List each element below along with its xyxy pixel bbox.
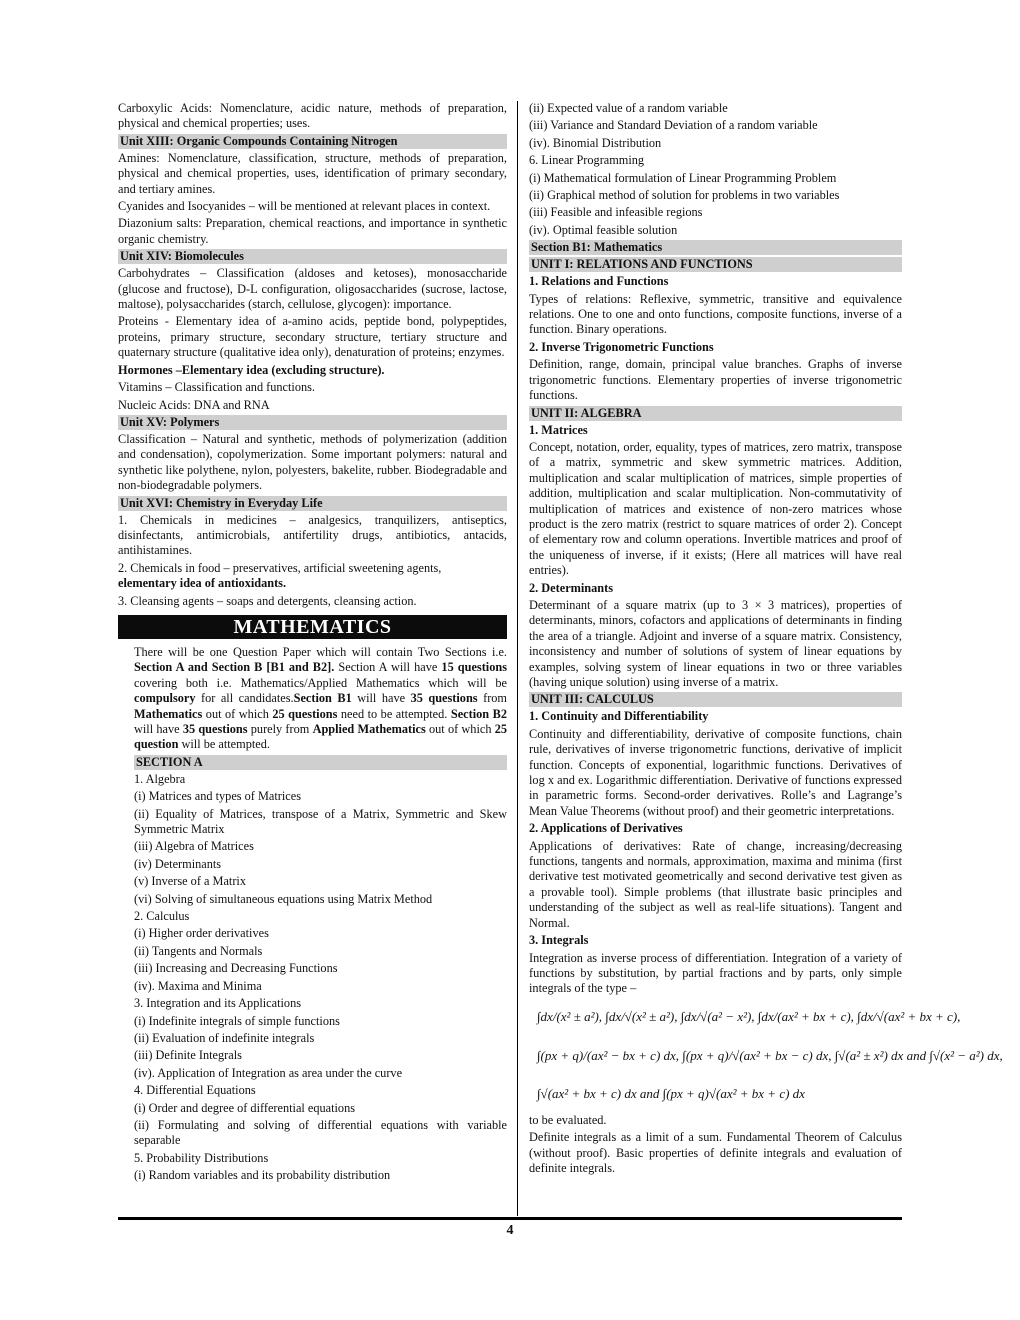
list-item: 3. Integration and its Applications — [134, 996, 302, 1011]
determinants-title: 2. Determinants — [529, 580, 614, 595]
list-item: (i) Matrices and types of Matrices — [134, 789, 301, 804]
definite-integrals-text: Definite integrals as a limit of a sum. Fundamental Theorem of Calculus (without proof). Basic properties of definite integrals and evaluation of definite integrals. — [529, 1130, 902, 1175]
continuity-text: Continuity and differentiability, derivative of composite functions, chain rule, derivatives of inverse trigonometric functions, derivative of implicit function. Concepts of exponential, logarithmic functions. Derivatives of log x and ex. Logarithmic differentiation. Derivative of functions expressed in parametric forms. Second-order derivatives. Rolle’s and Lagrange’s Mean Value Theorems (without proof) and their geometric interpretations. — [529, 726, 902, 818]
applications-title: 2. Applications of Derivatives — [529, 821, 683, 836]
integrals-title: 3. Integrals — [529, 933, 589, 948]
intro-b1: Section A and Section B [B1 and B2]. — [134, 660, 335, 675]
proteins-text: Proteins - Elementary idea of a-amino acids, peptide bond, polypeptides, proteins, primary structure, secondary structure, tertiary structure and quaternary structure (qualitative idea only), denaturation of proteins; enzymes. — [118, 314, 507, 360]
intro-t11: out of which — [425, 722, 495, 736]
unit-15-heading: Unit XV: Polymers — [118, 415, 507, 430]
diazonium-text: Diazonium salts: Preparation, chemical reactions, and importance in synthetic organic chemistry. — [118, 216, 507, 246]
list-item: 2. Calculus — [134, 909, 190, 924]
unit-2-heading: UNIT II: ALGEBRA — [529, 406, 902, 421]
list-item: (ii) Tangents and Normals — [134, 943, 263, 958]
probability-list — [529, 101, 902, 238]
relations-text: Types of relations: Reflexive, symmetric, transitive and equivalence relations. One to one and onto functions, composite functions, inverse of a function. Binary operations. — [529, 291, 902, 337]
unit-13-heading: Unit XIII: Organic Compounds Containing Nitrogen — [118, 134, 507, 149]
page-number: 4 — [506, 1223, 514, 1238]
to-be-evaluated-text: to be evaluated. — [529, 1112, 607, 1127]
relations-title: 1. Relations and Functions — [529, 274, 669, 289]
intro-t8: need to be attempted. — [337, 706, 451, 721]
right-column — [529, 101, 1003, 1178]
list-item: (vi) Solving of simultaneous equations using Matrix Method — [134, 891, 433, 906]
list-item: 4. Differential Equations — [134, 1083, 256, 1098]
list-item: (i) Indefinite integrals of simple functions — [134, 1013, 340, 1028]
section-a-list — [134, 772, 507, 1184]
inverse-trig-text: Definition, range, domain, principal value branches. Graphs of inverse trigonometric functions. Elementary properties of inverse trigonometric functions. — [529, 357, 902, 403]
integral-formula-line-1: ∫dx/(x² ± a²), ∫dx/√(x² ± a²), ∫dx/√(a² − x²), ∫dx/(ax² + bx + c), ∫dx/√(ax² + bx + c), — [537, 1008, 961, 1024]
math-intro-block — [118, 645, 507, 1184]
chemicals-food-part1: 2. Chemicals in food – preservatives, artificial sweetening agents, — [118, 560, 442, 575]
unit-14-heading: Unit XIV: Biomolecules — [118, 249, 507, 264]
list-item: (iii) Increasing and Decreasing Functions — [134, 961, 338, 976]
list-item: (iii) Variance and Standard Deviation of a random variable — [529, 118, 818, 133]
intro-t1: There will be one Question Paper which will contain Two Sections i.e. — [134, 644, 507, 659]
polymers-text: Classification – Natural and synthetic, methods of polymerization (addition and condensation), copolymerization. Some important polymers: natural and synthetic like polythene, nylon, polyesters, bakelite, rubber. Biodegradable and non-biodegradable polymers. — [118, 431, 507, 493]
list-item: 1. Algebra — [134, 771, 186, 786]
intro-b11: 25 question — [134, 722, 508, 752]
carboxylic-acids-text: Carboxylic Acids: Nomenclature, acidic nature, methods of preparation, physical and chemical properties; uses. — [118, 101, 507, 131]
intro-b7: 25 questions — [272, 706, 338, 721]
hormones-text: Hormones –Elementary idea (excluding structure). — [118, 362, 385, 377]
footer-rule — [118, 1217, 902, 1220]
chemicals-food-part2: elementary idea of antioxidants. — [118, 576, 287, 591]
list-item: (ii) Graphical method of solution for problems in two variables — [529, 188, 840, 203]
list-item: (iv). Optimal feasible solution — [529, 222, 678, 237]
list-item: (iii) Feasible and infeasible regions — [529, 205, 703, 220]
amines-text: Amines: Nomenclature, classification, structure, methods of preparation, physical and chemical properties, uses, identification of primary secondary, and tertiary amines. — [118, 150, 507, 196]
column-divider — [517, 101, 518, 1216]
intro-b8: Section B2 — [450, 706, 507, 721]
unit-3-heading: UNIT III: CALCULUS — [529, 692, 902, 707]
integral-formula-line-2: ∫(px + q)/(ax² − bx + c) dx, ∫(px + q)/√(ax² + bx − c) dx, ∫√(a² ± x²) dx and ∫√(x² − a²) dx, — [537, 1047, 1003, 1063]
unit-16-heading: Unit XVI: Chemistry in Everyday Life — [118, 496, 507, 511]
list-item: (iv). Application of Integration as area under the curve — [134, 1065, 403, 1080]
list-item: (ii) Expected value of a random variable — [529, 101, 728, 115]
list-item: (i) Order and degree of differential equations — [134, 1100, 356, 1115]
vitamins-text: Vitamins – Classification and functions. — [118, 380, 316, 395]
section-b1-heading: Section B1: Mathematics — [529, 240, 902, 255]
mathematics-banner: MATHEMATICS — [118, 615, 507, 639]
list-item: (ii) Equality of Matrices, transpose of a Matrix, Symmetric and Skew Symmetric Matrix — [134, 806, 507, 837]
section-a-heading: SECTION A — [134, 755, 507, 770]
inverse-trig-title: 2. Inverse Trigonometric Functions — [529, 339, 714, 354]
intro-b4: Section B1 — [293, 691, 352, 706]
intro-t2: Section A will have — [334, 660, 442, 675]
intro-t9: will have — [134, 722, 183, 736]
intro-t12: will be attempted. — [178, 737, 270, 752]
continuity-title: 1. Continuity and Differentiability — [529, 709, 709, 724]
applications-text: Applications of derivatives: Rate of change, increasing/decreasing functions, tangents and normals, approximation, maxima and minima (first derivative test motivated geometrically and second derivative test given as a provable tool). Simple problems (that illustrate basic principles and understanding of the subject as well as real-life situations). Tangent and Normal. — [529, 838, 902, 930]
list-item: (iv) Determinants — [134, 856, 222, 871]
intro-b5: 35 questions — [410, 691, 478, 706]
integral-formula-line-3: ∫√(ax² + bx + c) dx and ∫(px + q)√(ax² + bx + c) dx — [537, 1085, 805, 1101]
list-item: (ii) Formulating and solving of differential equations with variable separable — [134, 1117, 507, 1148]
intro-t3: covering both i.e. Mathematics/Applied Mathematics which will be — [134, 675, 507, 690]
chemicals-medicine-text: 1. Chemicals in medicines – analgesics, tranquilizers, antiseptics, disinfectants, antimicrobials, antifertility drugs, antibiotics, antacids, antihistamines. — [118, 512, 507, 558]
list-item: (iii) Definite Integrals — [134, 1048, 242, 1063]
list-item: (i) Mathematical formulation of Linear Programming Problem — [529, 170, 837, 185]
determinants-text: Determinant of a square matrix (up to 3 × 3 matrices), properties of determinants, minors, cofactors and applications of determinants in finding the area of a triangle. Adjoint and inverse of a square matrix. Consistency, inconsistency and number of solutions of system of linear equations by examples, solving system of linear equations in two or three variables (having unique solution) using inverse of a matrix. — [529, 597, 902, 689]
unit-1-heading: UNIT I: RELATIONS AND FUNCTIONS — [529, 257, 902, 272]
matrices-title: 1. Matrices — [529, 422, 588, 437]
list-item: (iv). Binomial Distribution — [529, 135, 662, 150]
list-item: (iii) Algebra of Matrices — [134, 839, 254, 854]
list-item: 5. Probability Distributions — [134, 1150, 269, 1165]
cleansing-agents-text: 3. Cleansing agents – soaps and detergents, cleansing action. — [118, 593, 417, 608]
list-item: (v) Inverse of a Matrix — [134, 874, 246, 889]
intro-t4: for all candidates. — [195, 691, 294, 706]
cyanides-text: Cyanides and Isocyanides – will be mentioned at relevant places in context. — [118, 199, 491, 214]
integrals-text: Integration as inverse process of differentiation. Integration of a variety of functions by substitution, by partial fractions and by parts, only simple integrals of the type – — [529, 950, 902, 996]
list-item: 6. Linear Programming — [529, 153, 645, 168]
list-item: (i) Higher order derivatives — [134, 926, 269, 941]
matrices-text: Concept, notation, order, equality, types of matrices, zero matrix, transpose of a matrix, symmetric and skew symmetric matrices. Addition, multiplication and scalar multiplication of matrices, simple properties of addition, multiplication and scalar multiplication. Non-commutativity of multiplication of matrices and existence of non-zero matrices whose product is the zero matrix (restrict to square matrices of order 2). Concept of elementary row and column operations. Invertible matrices and proof of the uniqueness of inverse, if it exists; (Here all matrices will have real entries). — [529, 439, 902, 578]
list-item: (ii) Evaluation of indefinite integrals — [134, 1030, 315, 1045]
carbohydrates-text: Carbohydrates – Classification (aldoses and ketoses), monosaccharide (glucose and fructose), D-L configuration, oligosaccharides (sucrose, lactose, maltose), polysaccharides (starch, cellulose, glycogen): importance. — [118, 266, 507, 312]
intro-b9: 35 questions — [182, 722, 248, 736]
chemicals-food-text — [118, 561, 507, 592]
intro-b6: Mathematics — [134, 706, 203, 721]
math-intro-paragraph — [134, 645, 507, 753]
intro-b3: compulsory — [134, 691, 196, 706]
nucleic-acids-text: Nucleic Acids: DNA and RNA — [118, 397, 270, 412]
intro-t10: purely from — [247, 722, 313, 736]
intro-b10: Applied Mathematics — [312, 722, 426, 736]
left-column — [118, 101, 507, 1186]
intro-t6: from — [477, 691, 507, 706]
intro-t5: will have — [351, 691, 411, 706]
list-item: (i) Random variables and its probability distribution — [134, 1168, 391, 1183]
list-item: (iv). Maxima and Minima — [134, 978, 262, 993]
intro-b2: 15 questions — [441, 660, 507, 675]
intro-t7: out of which — [202, 706, 273, 721]
